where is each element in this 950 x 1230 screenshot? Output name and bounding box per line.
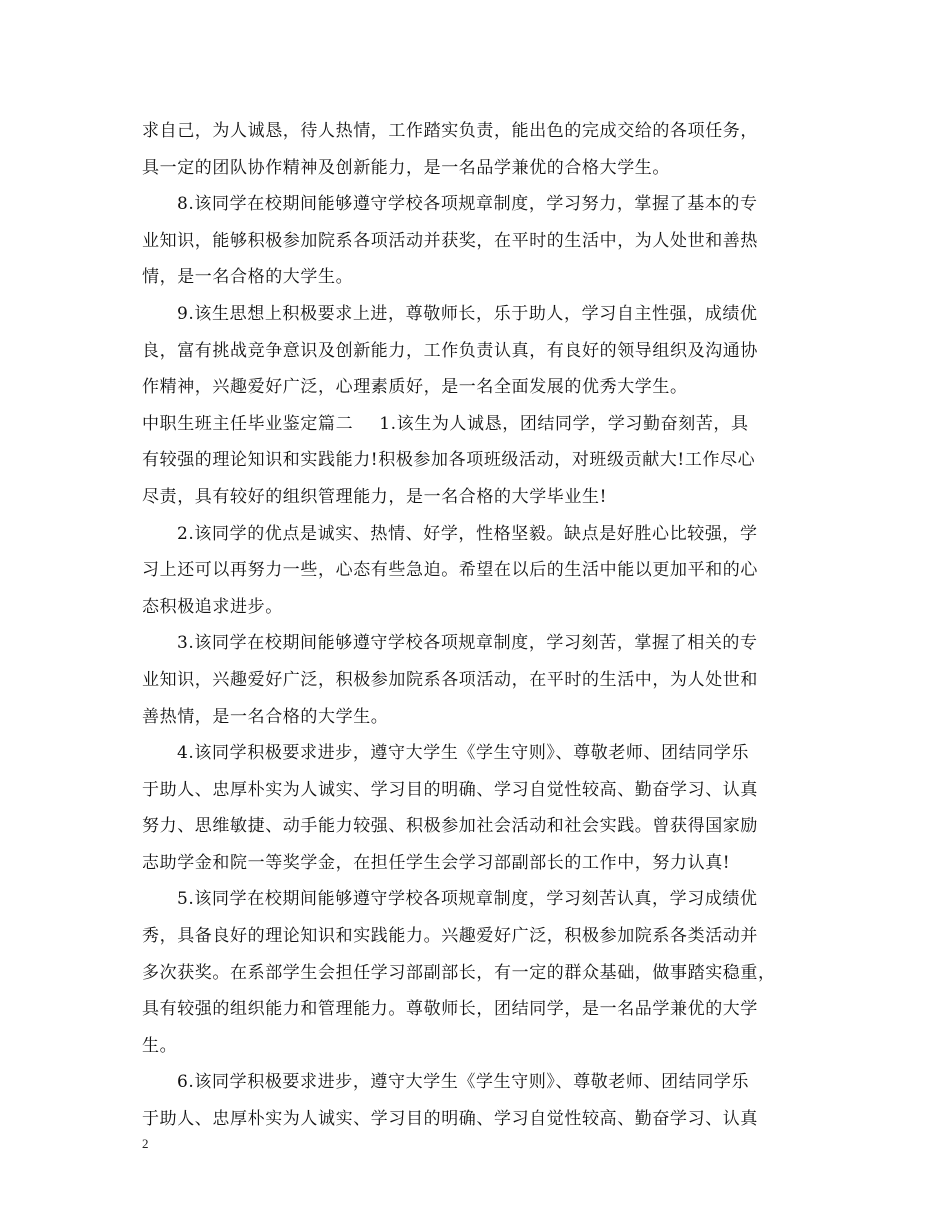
text-line: 求自己，为人诚恳，待人热情，工作踏实负责，能出色的完成交给的各项任务，: [142, 121, 758, 141]
paragraph-5-start: 5.该同学在校期间能够遵守学校各项规章制度，学习刻苦认真，学习成绩优: [177, 889, 758, 910]
text-line: 多次获奖。在系部学生会担任学习部副部长，有一定的群众基础，做事踏实稳重，: [142, 962, 776, 983]
paragraph-8-start: 8.该同学在校期间能够遵守学校各项规章制度，学习努力，掌握了基本的专: [177, 194, 758, 215]
text-line: 于助人、忠厚朴实为人诚实、学习目的明确、学习自觉性较高、勤奋学习、认真: [142, 1109, 758, 1130]
paragraph-4-start: 4.该同学积极要求进步，遵守大学生《学生守则》、尊敬老师、团结同学乐: [177, 743, 750, 764]
paragraph-2-start: 2.该同学的优点是诚实、热情、好学，性格坚毅。缺点是好胜心比较强，学: [177, 523, 758, 544]
text-line: 秀，具备良好的理论知识和实践能力。兴趣爱好广泛，积极参加院系各类活动并: [142, 926, 758, 947]
paragraph-9-start: 9.该生思想上积极要求上进，尊敬师长，乐于助人，学习自主性强，成绩优: [177, 303, 758, 324]
text-line: 良，富有挑战竞争意识及创新能力，工作负责认真，有良好的领导组织及沟通协: [142, 340, 758, 361]
text-line: 努力、思维敏捷、动手能力较强、积极参加社会活动和社会实践。曾获得国家励: [142, 816, 758, 837]
paragraph-6-start: 6.该同学积极要求进步，遵守大学生《学生守则》、尊敬老师、团结同学乐: [177, 1072, 750, 1093]
document-body: [142, 113, 812, 1138]
text-line: 业知识，能够积极参加院系各项活动并获奖，在平时的生活中，为人处世和善热: [142, 230, 758, 251]
section-heading-line: [142, 406, 812, 443]
text-line: 于助人、忠厚朴实为人诚实、学习目的明确、学习自觉性较高、勤奋学习、认真: [142, 779, 758, 800]
text-line: 善热情，是一名合格的大学生。: [142, 706, 389, 727]
paragraph-3-start: 3.该同学在校期间能够遵守学校各项规章制度，学习刻苦，掌握了相关的专: [177, 633, 758, 654]
text-line: 具一定的团队协作精神及创新能力，是一名品学兼优的合格大学生。: [142, 157, 670, 178]
text-line: 具有较强的组织能力和管理能力。尊敬师长，团结同学，是一名品学兼优的大学: [142, 999, 758, 1020]
page-number: 2: [142, 1136, 149, 1151]
paragraph-1-start: 1.该生为人诚恳，团结同学，学习勤奋刻苦，具: [379, 413, 749, 434]
text-line: 生。: [142, 1035, 178, 1056]
text-line: 态积极追求进步。: [142, 596, 283, 617]
text-line: 志助学金和院一等奖学金，在担任学生会学习部副部长的工作中，努力认真!: [142, 852, 731, 873]
text-line: 业知识，兴趣爱好广泛，积极参加院系各项活动，在平时的生活中，为人处世和: [142, 669, 758, 690]
text-line: 有较强的理论知识和实践能力!积极参加各项班级活动，对班级贡献大!工作尽心: [142, 450, 756, 471]
text-line: 习上还可以再努力一些，心态有些急迫。希望在以后的生活中能以更加平和的心: [142, 560, 758, 581]
text-line: 尽责，具有较好的组织管理能力，是一名合格的大学毕业生!: [142, 486, 608, 507]
text-line: 作精神，兴趣爱好广泛，心理素质好，是一名全面发展的优秀大学生。: [142, 377, 688, 398]
text-line: 情，是一名合格的大学生。: [142, 267, 354, 288]
section-heading: 中职生班主任毕业鉴定篇二: [142, 413, 354, 434]
